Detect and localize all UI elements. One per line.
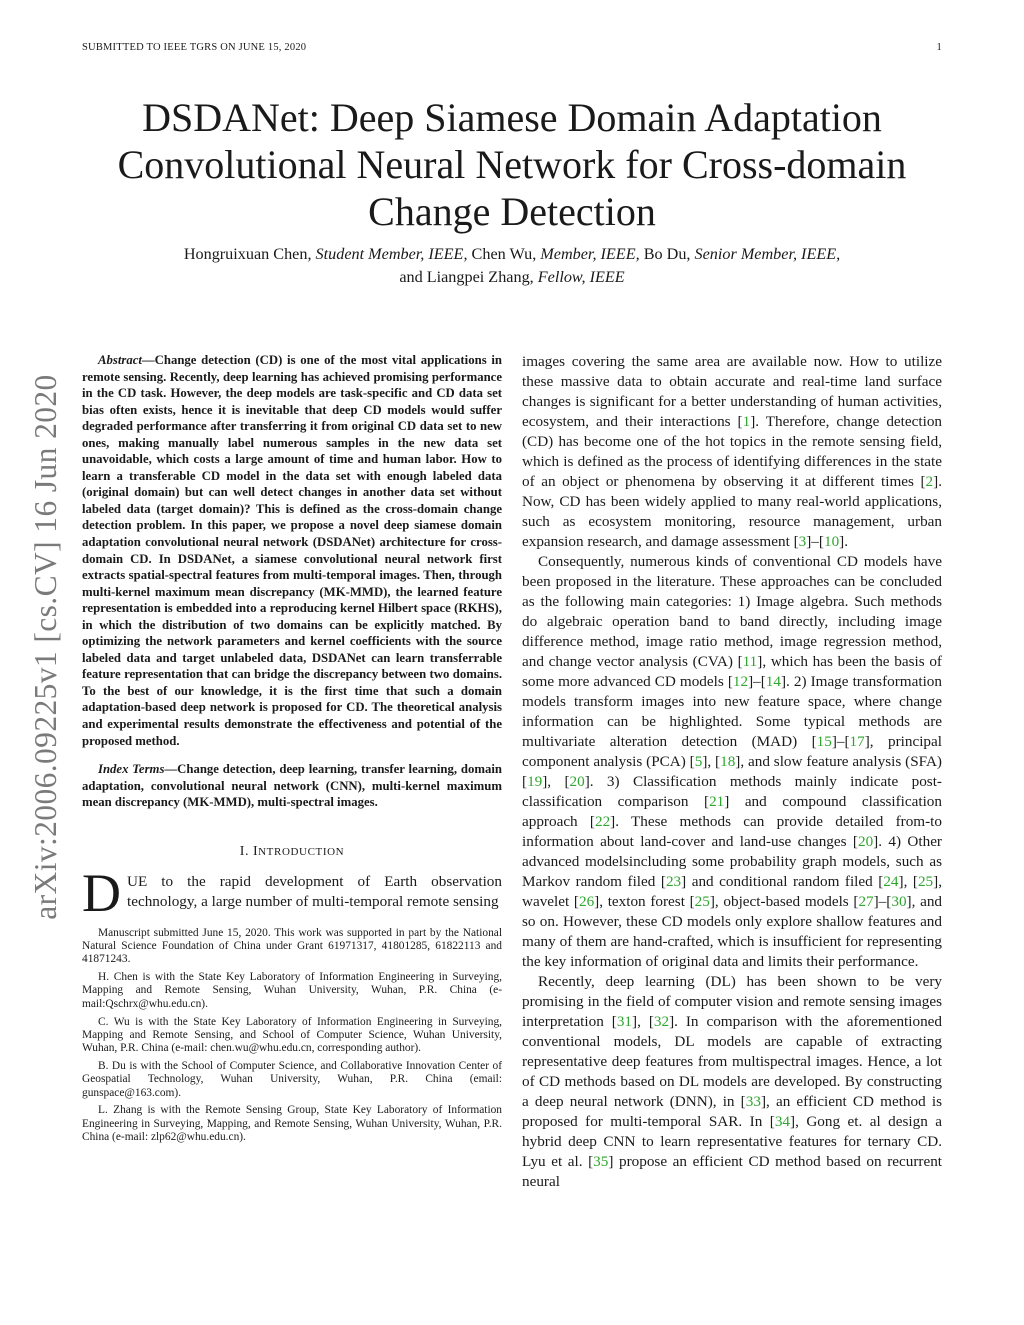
citation-link[interactable]: 24 (883, 873, 899, 890)
title-line: Change Detection (368, 189, 656, 234)
author-line (60, 243, 964, 266)
text-run: ]. These methods can provide detailed from-to information about land-cover and land-use changes [ (522, 813, 942, 850)
footnote: B. Du is with the School of Computer Science, and Collaborative Innovation Center of Geospatial Technology, Wuhan University, Wuhan, P.R. China (email: gunspace@163.com). (82, 1059, 502, 1099)
drop-cap: D (82, 862, 121, 923)
title-line: DSDANet: Deep Siamese Domain Adaptation (142, 95, 882, 140)
text-run: ], [ (542, 773, 570, 790)
citation-link[interactable]: 27 (858, 893, 874, 910)
text-run: images covering the same area are available now. How to utilize these massive data to obtain accurate and real-time land surface changes is significant for a better understanding of human activities, ecosystem, and their interactions [ (522, 353, 942, 430)
author-role: Student Member, IEEE, (315, 245, 468, 263)
index-terms (82, 761, 502, 811)
left-column (82, 352, 502, 1149)
text-run: ]. 4) Other advanced modelsincluding some probability graph models, such as Markov random filed [ (522, 833, 942, 890)
arxiv-stamp (26, 352, 66, 942)
author-name: Chen Wu, (471, 245, 537, 263)
citation-link[interactable]: 12 (732, 673, 749, 690)
citation-link[interactable]: 2 (925, 473, 934, 490)
text-run: Recently, deep learning (DL) has been shown to be very promising in the field of computer vision and remote sensing images interpretation [ (522, 973, 942, 1030)
citation-link[interactable]: 25 (694, 893, 710, 910)
citation-link[interactable]: 11 (742, 653, 758, 670)
index-terms-label: Index Terms (98, 762, 165, 777)
author-name: Hongruixuan Chen, (183, 245, 312, 263)
body-paragraph (522, 352, 942, 552)
section-number: I. (239, 843, 253, 859)
section-title-smallcaps: NTRODUCTION (258, 845, 345, 858)
text-run: ], [ (702, 753, 721, 770)
author-line (60, 266, 964, 289)
arxiv-identifier: arXiv:2006.09225v1 [cs.CV] 16 Jun 2020 (28, 374, 63, 920)
citation-link[interactable]: 35 (593, 1153, 609, 1170)
citation-link[interactable]: 32 (653, 1013, 670, 1030)
citation-link[interactable]: 18 (720, 753, 736, 770)
citation-link[interactable]: 15 (816, 733, 832, 750)
body-paragraph (522, 552, 942, 972)
citation-link[interactable]: 33 (745, 1093, 761, 1110)
text-run: ]–[ (831, 733, 850, 750)
text-run: ]. 2) Image transformation models transform images into new feature space, where change information can be highlighted. Some typical methods are multivariate alteration detection (MAD) [ (522, 673, 942, 750)
text-run: ]–[ (873, 893, 892, 910)
title-line: Convolutional Neural Network for Cross-domain (117, 142, 907, 187)
text-run: ], [ (898, 873, 918, 890)
text-run: ], Gong et. al design a hybrid deep CNN to learn representative features for ternary CD. Lyu et al. [ (522, 1113, 943, 1170)
citation-link[interactable]: 23 (665, 873, 682, 890)
intro-paragraph (82, 862, 502, 923)
index-terms-text: —Change detection, deep learning, transfer learning, domain adaptation, convolutional neural network (CNN), multi-kernel maximum mean discrepancy (MK-MMD), multi-spectral images. (82, 762, 502, 810)
citation-link[interactable]: 3 (798, 533, 807, 550)
intro-text: UE to the rapid development of Earth observation technology, a large number of multi-temporal remote sensing (127, 872, 502, 910)
text-run: ]. Therefore, change detection (CD) has become one of the hot topics in the remote sensing field, which is defined as the process of identifying differences in the state of an object or phenomena by observing it at different times [ (522, 413, 943, 490)
abstract-label: Abstract (98, 353, 142, 367)
author-name: and Liangpei Zhang, (399, 268, 534, 286)
author-role: Fellow, IEEE (537, 268, 625, 286)
citation-link[interactable]: 1 (742, 413, 751, 430)
text-run: ], and slow feature analysis (SFA) [ (522, 753, 942, 790)
citation-link[interactable]: 34 (774, 1113, 791, 1130)
text-run: ]–[ (806, 533, 824, 550)
paper-title (60, 94, 964, 235)
footnote: H. Chen is with the State Key Laboratory of Information Engineering in Surveying, Mapping and Remote Sensing, Wuhan University, Wuhan, P.R. China (e-mail:Qschrx@whu.edu.cn). (82, 971, 502, 1010)
section-heading (82, 844, 502, 860)
body-paragraph (522, 972, 942, 1192)
author-role: Senior Member, IEEE, (694, 245, 841, 263)
text-run: ], object-based models [ (709, 893, 859, 910)
citation-link[interactable]: 20 (569, 773, 585, 790)
text-run: ], texton forest [ (594, 893, 695, 910)
text-run: ] and conditional random filed [ (681, 873, 884, 890)
footnote: L. Zhang is with the Remote Sensing Group, State Key Laboratory of Information Engineering in Surveying, Mapping, and Remote Sensing, Wuhan University, Wuhan, P.R. China (e-mail: zlp62@whu.edu.cn). (82, 1104, 502, 1143)
text-run: ] propose an efficient CD method based on recurrent neural (522, 1153, 943, 1190)
citation-link[interactable]: 31 (616, 1013, 633, 1030)
text-run: ], and so on. However, these CD models only explore shallow features and many of them are hand-crafted, which is insufficient for representing the key information of original data and limits their performance. (522, 893, 943, 970)
text-run: ]. In comparison with the aforementioned conventional models, DL models are capable of extracting representative deep features from multispectral images. Hence, a lot of CD methods based on DL models are developed. By constructing a deep neural network (DNN), in [ (522, 1013, 943, 1110)
running-head: SUBMITTED TO IEEE TGRS ON JUNE 15, 2020 (82, 42, 307, 53)
footnotes (82, 927, 502, 1144)
page-number: 1 (936, 42, 942, 53)
text-run: ], wavelet [ (522, 873, 942, 910)
footnote: Manuscript submitted June 15, 2020. This work was supported in part by the National Natural Science Foundation of China under Grant 61971317, 41801285, 61822113 and 41871243. (82, 926, 502, 966)
author-name: Bo Du, (643, 245, 691, 263)
text-run: ]. (839, 533, 849, 550)
citation-link[interactable]: 30 (891, 893, 907, 910)
abstract (82, 352, 502, 749)
text-run: ] and compound classification approach [ (522, 793, 942, 830)
text-run: ], which has been the basis of some more advanced CD models [ (522, 653, 942, 690)
text-run: ]–[ (748, 673, 766, 690)
text-run: ]. Now, CD has been widely applied to many real-world applications, such as ecosystem monitoring, resource management, urban expansion research, and damage assessment [ (522, 473, 942, 550)
text-run: ], an efficient CD method is proposed for multi-temporal SAR. In [ (522, 1093, 942, 1130)
citation-link[interactable]: 17 (849, 733, 865, 750)
citation-link[interactable]: 10 (823, 533, 840, 550)
abstract-text: —Change detection (CD) is one of the most vital applications in remote sensing. Recently, deep learning has achieved promising performance in the CD task. However, the deep models are task-specific and CD data set bias often exists, hence it is inevitable that deep CD models would suffer degraded performance after transferring it from original CD data set to new ones, making manually label numerous samples in the new data set unavoidable, which costs a large amount of time and human labor. How to learn a transferable CD model in the data set with enough labeled data (original domain) but can well detect changes in another data set without labeled data (target domain)? This is defined as the cross-domain change detection problem. In this paper, we propose a novel deep siamese domain adaptation convolutional neural network (DSDANet) architecture for cross-domain CD. In DSDANet, a siamese convolutional neural network first extracts spatial-spectral features from multi-temporal images. Then, through multi-kernel maximum mean discrepancy (MK-MMD), the learned feature representation is embedded into a reproducing kernel Hilbert space (RKHS), in which the distribution of two domains can be explicitly matched. By optimizing the network parameters and kernel coefficients with the source labeled data and target unlabeled data, DSDANet can learn transferrable feature representation that can bridge the discrepancy between two domains. To the best of our knowledge, it is the first time that such a domain adaptation-based deep network is proposed for CD. The theoretical analysis and experimental results demonstrate the effectiveness and potential of the proposed method. (82, 353, 502, 748)
section-initial: I (252, 843, 259, 859)
text-run: Consequently, numerous kinds of conventional CD models have been proposed in the literature. These approaches can be concluded as the following main categories: 1) Image algebra. Such methods do algebraic operation band to band directly, including image difference method, image ratio method, image regression method, and change vector analysis (CVA) [ (522, 553, 942, 670)
citation-link[interactable]: 5 (694, 753, 703, 770)
citation-link[interactable]: 26 (578, 893, 595, 910)
right-column (522, 352, 942, 1192)
running-header (82, 42, 942, 56)
citation-link[interactable]: 20 (857, 833, 874, 850)
citation-link[interactable]: 14 (765, 673, 781, 690)
citation-link[interactable]: 21 (709, 793, 725, 810)
footnote: C. Wu is with the State Key Laboratory of Information Engineering in Surveying, Mapping and Remote Sensing, and School of Computer Science, Wuhan University, Wuhan, P.R. China (e-mail: chen.wu@whu.edu.cn, corresponding author). (82, 1015, 502, 1055)
citation-link[interactable]: 19 (527, 773, 543, 790)
text-run: ], principal component analysis (PCA) [ (522, 733, 942, 770)
author-role: Member, IEEE, (540, 245, 640, 263)
citation-link[interactable]: 25 (917, 873, 934, 890)
text-run: ]. 3) Classification methods mainly indicate post-classification comparison [ (522, 773, 942, 810)
citation-link[interactable]: 22 (594, 813, 611, 830)
author-list (60, 243, 964, 289)
text-run: ], [ (632, 1013, 654, 1030)
